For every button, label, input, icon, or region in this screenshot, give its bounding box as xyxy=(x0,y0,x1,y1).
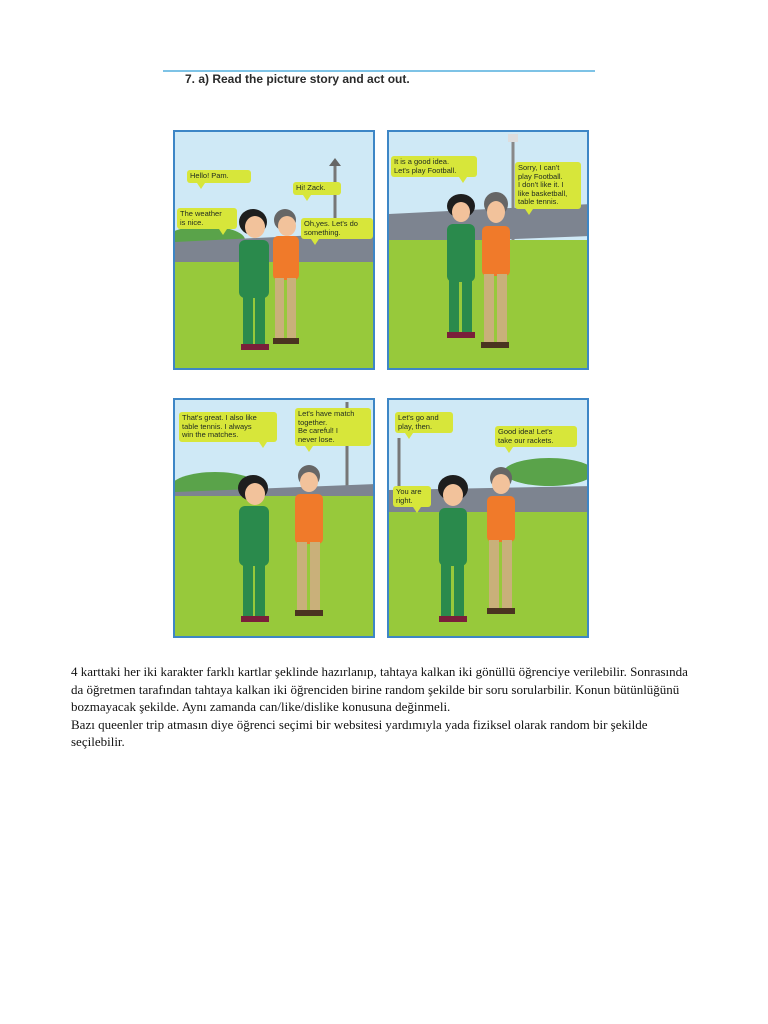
bubble-line: play, then. xyxy=(398,421,433,431)
bubble-line: play Football. xyxy=(518,171,563,181)
bubble-line: Hello! Pam. xyxy=(190,171,229,180)
paragraph: 4 karttaki her iki karakter farklı kartlar şeklinde hazırlanıp, tahtaya kalkan iki gönüllü öğrenciye verilebilir. Sonrasında da öğretmen tarafından tahtaya kalkan iki öğrenciden birine random şekilde bir soru sorularbilir. Konun bütünlüğünü bozmayacak şekilde. Aynı zamanda can/like/dislike konusuna değinmeli. xyxy=(71,664,688,715)
bubble-line: Let's have match xyxy=(298,409,355,418)
bubble-line: together. xyxy=(298,417,328,427)
speech-bubble xyxy=(177,208,237,229)
comic-panel-4 xyxy=(387,398,589,638)
bubble-line: Let's go and xyxy=(398,413,439,422)
bubble-line: It is a good idea. xyxy=(394,157,450,166)
bubble-line: Good idea! Let's xyxy=(498,427,553,436)
comic-panel-1 xyxy=(173,130,375,370)
speech-bubble xyxy=(395,412,453,433)
speech-bubble xyxy=(393,486,431,507)
bubble-line: Sorry, I can't xyxy=(518,163,560,172)
speech-bubble xyxy=(391,156,477,177)
bubble-line: never lose. xyxy=(298,434,335,444)
speech-bubble xyxy=(187,170,251,183)
bubble-line: is nice. xyxy=(180,217,204,227)
body-text xyxy=(71,663,701,751)
bubble-line: Hi! Zack. xyxy=(296,183,326,192)
comic-panel-3 xyxy=(173,398,375,638)
bubble-line: Be careful! I xyxy=(298,426,339,435)
bubble-line: table tennis. xyxy=(518,197,559,206)
exercise-heading: 7. a) Read the picture story and act out. xyxy=(185,72,410,86)
picture-story-figure xyxy=(163,64,595,644)
bubble-line: table tennis. I always xyxy=(182,421,252,431)
speech-bubble xyxy=(515,162,581,209)
bubble-line: take our rackets. xyxy=(498,435,554,445)
bubble-line: The weather xyxy=(180,209,222,218)
paragraph: Bazı queenler trip atmasın diye öğrenci seçimi bir websitesi yardımıyla yada fiziksel olarak random bir şekilde seçilebilir. xyxy=(71,716,648,750)
speech-bubble xyxy=(295,408,371,446)
bubble-line: That's great. I also like xyxy=(182,413,257,422)
speech-bubble xyxy=(293,182,341,195)
speech-bubble xyxy=(301,218,373,239)
bubble-line: Let's play Football. xyxy=(394,165,457,175)
bubble-line: right. xyxy=(396,495,413,505)
speech-bubble xyxy=(179,412,277,442)
bubble-line: You are xyxy=(396,487,422,496)
comic-panel-2 xyxy=(387,130,589,370)
panel-1-scene xyxy=(175,132,375,370)
bubble-line: I don't like it. I xyxy=(518,180,564,189)
speech-bubble xyxy=(495,426,577,447)
bubble-line: something. xyxy=(304,227,341,237)
bubble-line: Oh,yes. Let's do xyxy=(304,219,358,228)
bubble-line: like basketball, xyxy=(518,188,568,198)
bubble-line: win the matches. xyxy=(182,430,239,439)
